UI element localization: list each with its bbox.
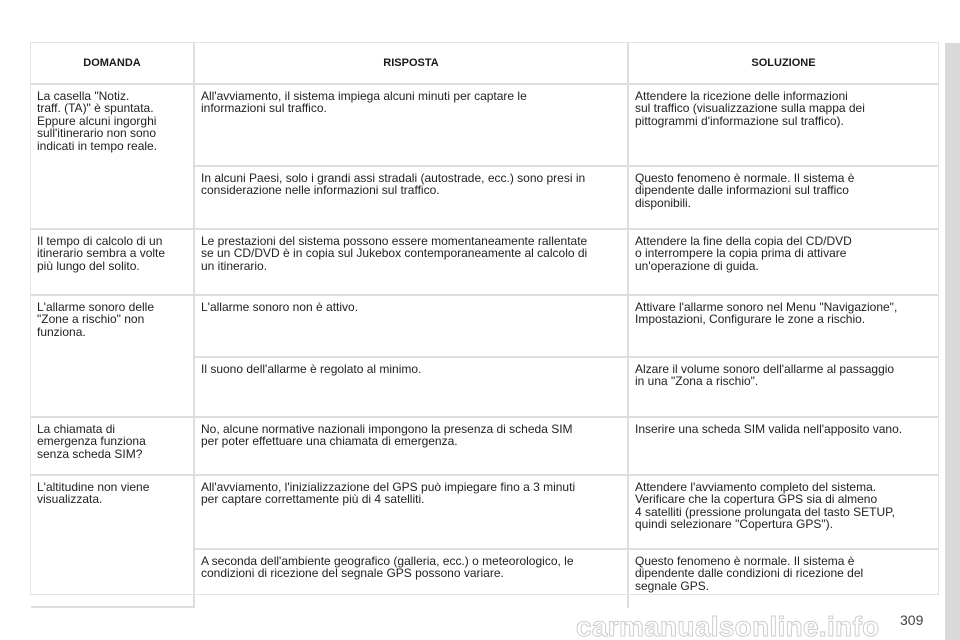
- answer-cell: A seconda dell'ambiente geografico (galleria, ecc.) o meteorologico, le condizioni di ricezione del segnale GPS possono variare.: [193, 550, 627, 608]
- solution-cell: Alzare il volume sonoro dell'allarme al passaggio in una "Zona a rischio".: [627, 358, 938, 418]
- table-row: [31, 476, 938, 550]
- question-cell: Il tempo di calcolo di un itinerario sembra a volte più lungo del solito.: [31, 230, 193, 296]
- header-soluzione: SOLUZIONE: [627, 43, 938, 85]
- solution-cell: Attendere la fine della copia del CD/DVD o interrompere la copia prima di attivare un'operazione di guida.: [627, 230, 938, 296]
- table-row: [31, 230, 938, 296]
- watermark: carmanualsonline.info: [576, 611, 880, 640]
- solution-cell: Questo fenomeno è normale. Il sistema è dipendente dalle informazioni sul traffico disponibili.: [627, 167, 938, 230]
- solution-cell: Inserire una scheda SIM valida nell'apposito vano.: [627, 418, 938, 476]
- answer-cell: No, alcune normative nazionali impongono la presenza di scheda SIM per poter effettuare una chiamata di emergenza.: [193, 418, 627, 476]
- answer-cell: In alcuni Paesi, solo i grandi assi stradali (autostrade, ecc.) sono presi in considerazione nelle informazioni sul traffico.: [193, 167, 627, 230]
- table-header-row: [31, 43, 938, 85]
- solution-cell: Attivare l'allarme sonoro nel Menu "Navigazione", Impostazioni, Configurare le zone a rischio.: [627, 296, 938, 358]
- faq-table: [31, 43, 938, 608]
- page-edge-strip: [945, 43, 960, 640]
- faq-table-container: [31, 43, 938, 594]
- table-row: [31, 418, 938, 476]
- answer-cell: Il suono dell'allarme è regolato al minimo.: [193, 358, 627, 418]
- question-cell: La casella "Notiz. traff. (TA)" è spuntata. Eppure alcuni ingorghi sull'itinerario non sono indicati in tempo reale.: [31, 85, 193, 230]
- header-risposta: RISPOSTA: [193, 43, 627, 85]
- question-cell: L'allarme sonoro delle "Zone a rischio" non funziona.: [31, 296, 193, 418]
- question-cell: La chiamata di emergenza funziona senza scheda SIM?: [31, 418, 193, 476]
- answer-cell: Le prestazioni del sistema possono essere momentaneamente rallentate se un CD/DVD è in copia sul Jukebox contemporaneamente al calcolo di un itinerario.: [193, 230, 627, 296]
- solution-cell: Questo fenomeno è normale. Il sistema è dipendente dalle condizioni di ricezione del segnale GPS.: [627, 550, 938, 608]
- answer-cell: All'avviamento, l'inizializzazione del GPS può impiegare fino a 3 minuti per captare correttamente più di 4 satelliti.: [193, 476, 627, 550]
- question-cell: L'altitudine non viene visualizzata.: [31, 476, 193, 608]
- solution-cell: Attendere la ricezione delle informazioni sul traffico (visualizzazione sulla mappa dei pittogrammi d'informazione sul traffico).: [627, 85, 938, 167]
- table-row: [31, 296, 938, 358]
- header-domanda: DOMANDA: [31, 43, 193, 85]
- table-row: [31, 85, 938, 167]
- page-number: 309: [900, 612, 924, 628]
- answer-cell: All'avviamento, il sistema impiega alcuni minuti per captare le informazioni sul traffico.: [193, 85, 627, 167]
- solution-cell: Attendere l'avviamento completo del sistema. Verificare che la copertura GPS sia di almeno 4 satelliti (pressione prolungata del tasto SETUP, quindi selezionare "Copertura GPS").: [627, 476, 938, 550]
- answer-cell: L'allarme sonoro non è attivo.: [193, 296, 627, 358]
